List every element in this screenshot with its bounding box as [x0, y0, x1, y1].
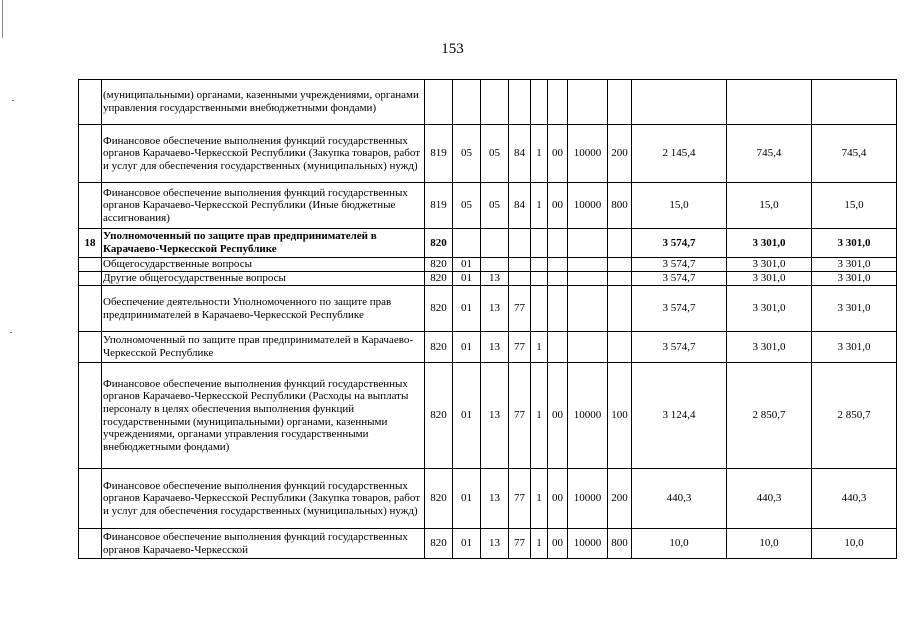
- cell-event: 00: [548, 469, 568, 529]
- cell-amount-3: 15,0: [812, 183, 897, 229]
- cell-program: [509, 258, 531, 272]
- cell-amount-2: 440,3: [727, 469, 812, 529]
- cell-event: [548, 286, 568, 332]
- cell-direction: 10000: [568, 363, 608, 469]
- cell-subprogram: [531, 286, 548, 332]
- cell-amount-3: 10,0: [812, 529, 897, 559]
- cell-direction: 10000: [568, 183, 608, 229]
- table-row: [79, 272, 897, 286]
- cell-amount-2: 3 301,0: [727, 258, 812, 272]
- cell-subsection: 13: [481, 469, 509, 529]
- cell-ministry: 819: [425, 183, 453, 229]
- cell-subprogram: [531, 258, 548, 272]
- cell-amount-1: 3 574,7: [632, 332, 727, 363]
- scan-edge-line: [2, 0, 3, 38]
- budget-table: [78, 79, 897, 559]
- cell-section: 01: [453, 529, 481, 559]
- cell-ministry: [425, 80, 453, 125]
- cell-event: [548, 258, 568, 272]
- cell-expense-type: 200: [608, 469, 632, 529]
- cell-subsection: 13: [481, 332, 509, 363]
- cell-amount-2: 3 301,0: [727, 286, 812, 332]
- cell-amount-2: [727, 80, 812, 125]
- cell-expense-type: [608, 258, 632, 272]
- cell-subprogram: 1: [531, 332, 548, 363]
- cell-subprogram: 1: [531, 363, 548, 469]
- table-row: [79, 363, 897, 469]
- table-row: [79, 529, 897, 559]
- cell-amount-1: [632, 80, 727, 125]
- row-description: Обеспечение деятельности Уполномоченного по защите прав предпринимателей в Карачаево-Черкесской Республике: [102, 286, 425, 332]
- cell-event: 00: [548, 363, 568, 469]
- cell-direction: 10000: [568, 469, 608, 529]
- row-description: Финансовое обеспечение выполнения функций государственных органов Карачаево-Черкесской Республики (Иные бюджетные ассигнования): [102, 183, 425, 229]
- cell-amount-2: 2 850,7: [727, 363, 812, 469]
- cell-subprogram: [531, 80, 548, 125]
- cell-amount-1: 3 574,7: [632, 272, 727, 286]
- cell-direction: 10000: [568, 125, 608, 183]
- table-row: [79, 469, 897, 529]
- row-description: Другие общегосударственные вопросы: [102, 272, 425, 286]
- cell-amount-2: 3 301,0: [727, 229, 812, 258]
- cell-direction: [568, 286, 608, 332]
- row-description: Финансовое обеспечение выполнения функций государственных органов Карачаево-Черкесской Республики (Закупка товаров, работ и услуг для обеспечения государственных (муниципальных) нужд): [102, 469, 425, 529]
- cell-subsection: 13: [481, 272, 509, 286]
- row-description: Общегосударственные вопросы: [102, 258, 425, 272]
- cell-subsection: 13: [481, 529, 509, 559]
- cell-section: 05: [453, 183, 481, 229]
- cell-direction: [568, 272, 608, 286]
- cell-ministry: 820: [425, 363, 453, 469]
- cell-section: 01: [453, 258, 481, 272]
- cell-program: 77: [509, 286, 531, 332]
- cell-subprogram: [531, 272, 548, 286]
- cell-subsection: [481, 258, 509, 272]
- row-description: (муниципальными) органами, казенными учреждениями, органами управления государственными внебюджетными фондами): [102, 80, 425, 125]
- cell-ministry: 820: [425, 258, 453, 272]
- cell-event: [548, 229, 568, 258]
- page-number: 153: [441, 41, 464, 57]
- cell-ministry: 820: [425, 272, 453, 286]
- cell-amount-2: 745,4: [727, 125, 812, 183]
- row-description: Уполномоченный по защите прав предпринимателей в Карачаево-Черкесской Республике: [102, 332, 425, 363]
- cell-amount-1: 10,0: [632, 529, 727, 559]
- cell-amount-3: [812, 80, 897, 125]
- cell-program: 77: [509, 363, 531, 469]
- cell-amount-2: 15,0: [727, 183, 812, 229]
- cell-subprogram: [531, 229, 548, 258]
- cell-expense-type: [608, 286, 632, 332]
- cell-expense-type: 200: [608, 125, 632, 183]
- cell-amount-1: 15,0: [632, 183, 727, 229]
- cell-amount-3: 440,3: [812, 469, 897, 529]
- cell-event: 00: [548, 183, 568, 229]
- cell-event: 00: [548, 529, 568, 559]
- cell-section: [453, 80, 481, 125]
- cell-program: 77: [509, 529, 531, 559]
- cell-subsection: 13: [481, 286, 509, 332]
- row-index: [79, 80, 102, 125]
- cell-program: 77: [509, 332, 531, 363]
- row-index: 18: [79, 229, 102, 258]
- cell-amount-3: 3 301,0: [812, 286, 897, 332]
- scan-speck: [10, 332, 12, 333]
- cell-event: [548, 272, 568, 286]
- cell-amount-1: 2 145,4: [632, 125, 727, 183]
- cell-subsection: [481, 229, 509, 258]
- cell-amount-1: 3 574,7: [632, 286, 727, 332]
- cell-ministry: 820: [425, 286, 453, 332]
- cell-amount-1: 3 574,7: [632, 258, 727, 272]
- cell-program: [509, 229, 531, 258]
- cell-direction: 10000: [568, 529, 608, 559]
- cell-program: 77: [509, 469, 531, 529]
- cell-ministry: 820: [425, 469, 453, 529]
- cell-amount-1: 3 574,7: [632, 229, 727, 258]
- cell-amount-1: 3 124,4: [632, 363, 727, 469]
- cell-expense-type: 800: [608, 529, 632, 559]
- row-index: [79, 272, 102, 286]
- row-index: [79, 529, 102, 559]
- cell-section: 01: [453, 469, 481, 529]
- cell-section: 05: [453, 125, 481, 183]
- cell-event: [548, 332, 568, 363]
- cell-expense-type: [608, 80, 632, 125]
- row-index: [79, 258, 102, 272]
- cell-subsection: 05: [481, 125, 509, 183]
- cell-amount-3: 3 301,0: [812, 258, 897, 272]
- cell-subprogram: 1: [531, 125, 548, 183]
- cell-direction: [568, 229, 608, 258]
- cell-amount-3: 3 301,0: [812, 229, 897, 258]
- cell-direction: [568, 332, 608, 363]
- table-row: [79, 332, 897, 363]
- row-description: Финансовое обеспечение выполнения функций государственных органов Карачаево-Черкесской: [102, 529, 425, 559]
- cell-amount-2: 10,0: [727, 529, 812, 559]
- scan-speck: [12, 100, 14, 101]
- row-description: Уполномоченный по защите прав предпринимателей в Карачаево-Черкесской Республике: [102, 229, 425, 258]
- cell-program: 84: [509, 125, 531, 183]
- cell-section: 01: [453, 363, 481, 469]
- table-row-section-header: [79, 229, 897, 258]
- cell-ministry: 820: [425, 229, 453, 258]
- cell-subprogram: 1: [531, 529, 548, 559]
- cell-subsection: [481, 80, 509, 125]
- table-row: [79, 286, 897, 332]
- cell-program: 84: [509, 183, 531, 229]
- cell-section: 01: [453, 272, 481, 286]
- cell-program: [509, 272, 531, 286]
- cell-expense-type: 100: [608, 363, 632, 469]
- row-index: [79, 286, 102, 332]
- cell-section: [453, 229, 481, 258]
- cell-ministry: 820: [425, 332, 453, 363]
- row-index: [79, 332, 102, 363]
- cell-program: [509, 80, 531, 125]
- cell-direction: [568, 258, 608, 272]
- table-row: [79, 125, 897, 183]
- row-description: Финансовое обеспечение выполнения функций государственных органов Карачаево-Черкесской Республики (Закупка товаров, работ и услуг для обеспечения государственных (муниципальных) нужд): [102, 125, 425, 183]
- cell-amount-3: 3 301,0: [812, 332, 897, 363]
- row-index: [79, 125, 102, 183]
- cell-expense-type: 800: [608, 183, 632, 229]
- cell-section: 01: [453, 332, 481, 363]
- table-row: [79, 80, 897, 125]
- cell-amount-3: 745,4: [812, 125, 897, 183]
- cell-amount-3: 3 301,0: [812, 272, 897, 286]
- cell-subprogram: 1: [531, 183, 548, 229]
- cell-amount-1: 440,3: [632, 469, 727, 529]
- cell-amount-2: 3 301,0: [727, 332, 812, 363]
- row-description: Финансовое обеспечение выполнения функций государственных органов Карачаево-Черкесской Республики (Расходы на выплаты персоналу в целях обеспечения выполнения функций государственными (муниципальными) органами, казенными учреждениями, органами управления государственными внебюджетными фондами): [102, 363, 425, 469]
- cell-expense-type: [608, 272, 632, 286]
- cell-subsection: 13: [481, 363, 509, 469]
- cell-subsection: 05: [481, 183, 509, 229]
- cell-amount-3: 2 850,7: [812, 363, 897, 469]
- cell-event: 00: [548, 125, 568, 183]
- cell-expense-type: [608, 332, 632, 363]
- table-row: [79, 258, 897, 272]
- row-index: [79, 469, 102, 529]
- cell-direction: [568, 80, 608, 125]
- cell-section: 01: [453, 286, 481, 332]
- cell-event: [548, 80, 568, 125]
- cell-ministry: 820: [425, 529, 453, 559]
- table-row: [79, 183, 897, 229]
- cell-expense-type: [608, 229, 632, 258]
- cell-amount-2: 3 301,0: [727, 272, 812, 286]
- cell-subprogram: 1: [531, 469, 548, 529]
- cell-ministry: 819: [425, 125, 453, 183]
- row-index: [79, 183, 102, 229]
- row-index: [79, 363, 102, 469]
